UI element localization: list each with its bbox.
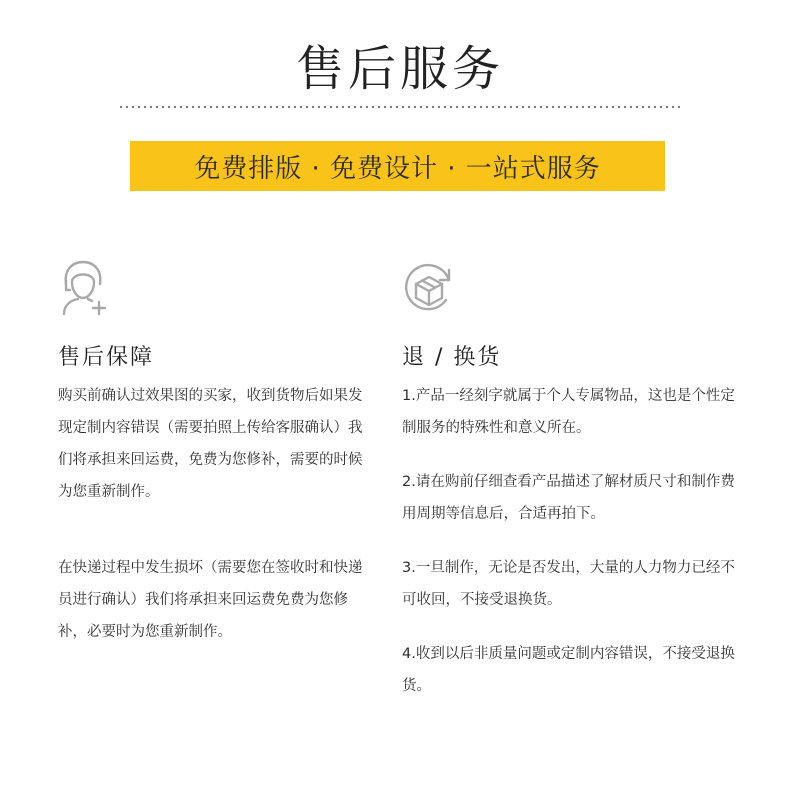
right-paragraph: 1.产品一经刻字就属于个人专属物品，这也是个性定制服务的特殊性和意义所在。 xyxy=(402,388,735,436)
after-sales-section xyxy=(58,258,368,648)
left-paragraph: 在快递过程中发生损坏（需要您在签收时和快递员进行确认）我们将承担来回运费免费为您修补，必要时为您重新制作。 xyxy=(58,560,363,640)
banner-text: 免费排版 · 免费设计 · 一站式服务 xyxy=(194,153,601,184)
right-paragraph: 3.一旦制作，无论是否发出，大量的人力物力已经不可收回，不接受退换货。 xyxy=(402,560,735,608)
dotted-divider xyxy=(118,106,682,108)
package-return-icon xyxy=(402,258,456,318)
right-paragraph: 4.收到以后非质量问题或定制内容错误，不接受退换货。 xyxy=(402,646,735,694)
left-paragraph: 购买前确认过效果图的买家，收到货物后如果发现定制内容错误（需要拍照上传给客服确认）我们将承担来回运费，免费为您修补，需要的时候为您重新制作。 xyxy=(58,388,363,500)
right-heading: 退 / 换货 xyxy=(402,345,502,370)
left-heading: 售后保障 xyxy=(58,345,155,370)
customer-service-headset-icon xyxy=(58,258,112,318)
return-exchange-section xyxy=(402,258,742,702)
service-banner xyxy=(130,141,665,191)
page-title: 售后服务 xyxy=(295,41,504,97)
right-paragraph: 2.请在购前仔细查看产品描述了解材质尺寸和制作费用周期等信息后，合适再拍下。 xyxy=(402,474,735,522)
